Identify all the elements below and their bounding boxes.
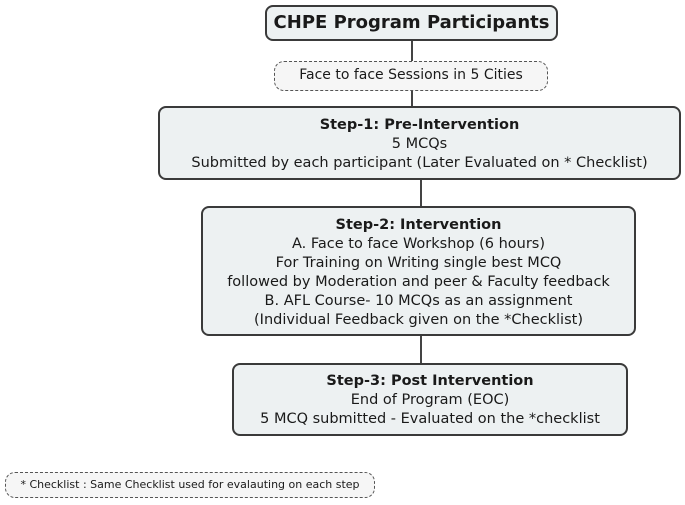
sessions-label: Face to face Sessions in 5 Cities xyxy=(299,67,523,83)
connector-step2-step3 xyxy=(420,336,422,363)
step2-heading: Step-2: Intervention xyxy=(335,217,502,233)
checklist-note xyxy=(5,472,375,498)
step2-line: A. Face to face Workshop (6 hours) xyxy=(292,236,545,252)
step2-node xyxy=(201,206,636,336)
connector-root-sessions xyxy=(411,41,413,61)
step2-line: followed by Moderation and peer & Faculty feedback xyxy=(227,274,610,290)
step1-heading: Step-1: Pre-Intervention xyxy=(319,117,520,133)
step2-line: B. AFL Course- 10 MCQs as an assignment xyxy=(264,293,573,309)
step3-node xyxy=(232,363,628,436)
connector-step1-step2 xyxy=(420,180,422,206)
step3-heading: Step-3: Post Intervention xyxy=(326,373,534,389)
step3-line: End of Program (EOC) xyxy=(350,392,510,408)
step1-line: Submitted by each participant (Later Evaluated on * Checklist) xyxy=(191,155,648,171)
checklist-note-text: * Checklist : Same Checklist used for evalauting on each step xyxy=(20,478,360,491)
step2-line: For Training on Writing single best MCQ xyxy=(275,255,562,271)
step3-line: 5 MCQ submitted - Evaluated on the *checklist xyxy=(260,411,600,427)
sessions-node xyxy=(274,61,548,91)
step1-node xyxy=(158,106,681,180)
root-title: CHPE Program Participants xyxy=(273,12,550,33)
step2-line: (Individual Feedback given on the *Checklist) xyxy=(254,312,583,328)
connector-sessions-step1 xyxy=(411,91,413,106)
step1-line: 5 MCQs xyxy=(391,136,448,152)
root-node xyxy=(265,5,558,41)
